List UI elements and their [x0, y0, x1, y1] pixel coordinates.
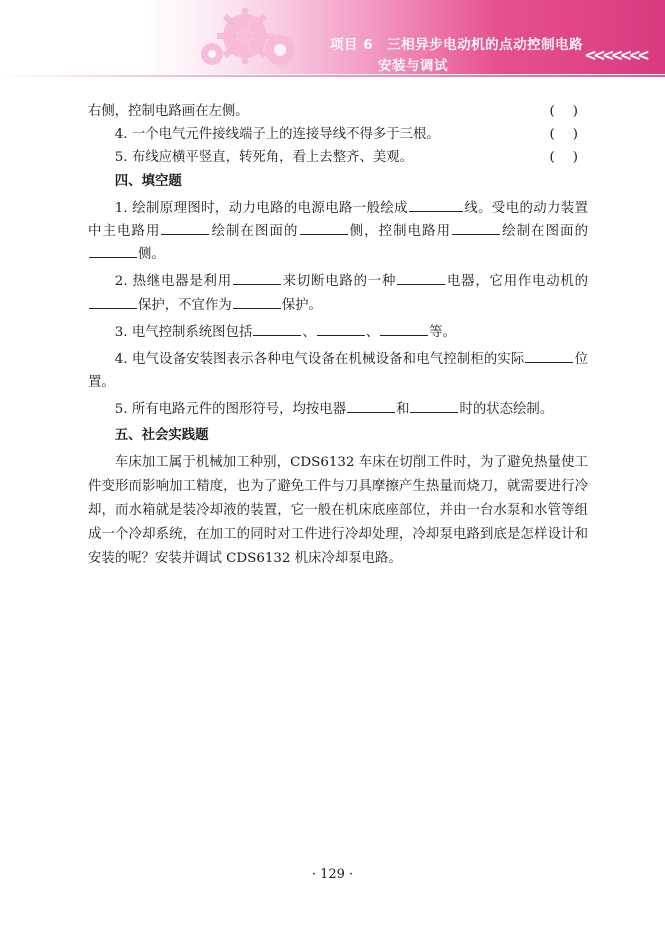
fill-item-2: 2. 热继电器是利用 来切断电路的一种 电器，它用作电动机的保护，不宜作为 保护。 — [88, 270, 588, 316]
section-heading-practice: 五、社会实践题 — [114, 427, 209, 443]
blank — [397, 270, 445, 285]
blank — [89, 294, 137, 309]
blank — [380, 321, 428, 336]
practice-paragraph: 车床加工属于机械加工种别，CDS6132 车床在切削工件时，为了避免热量使工件变形而影响加工精度，也为了避免工件与刀具摩擦产生热量而烧刀，就需要进行冷却，而水箱就是装冷却液的装置，它一般在机床底座部位，并由一台水泵和水管等组成一个冷却系统，在加工的同时对工件进行冷却处理，冷却泵电路到底是怎样设计和安装的呢？安装并调试 CDS6132 机床冷却泵电路。 — [88, 454, 588, 566]
true-false-item-5: 5. 布线应横平竖直，转死角，看上去整齐、美观。 ( ) — [88, 146, 588, 169]
blank — [233, 294, 281, 309]
blank — [452, 220, 500, 235]
header-title-line1: 项目 6 三相异步电动机的点动控制电路 — [330, 37, 584, 53]
section-heading-fill-in: 四、填空题 — [114, 173, 182, 189]
page-number: · 129 · — [311, 867, 354, 882]
blank — [233, 270, 281, 285]
blank — [410, 398, 458, 413]
blank — [409, 197, 463, 212]
blank — [317, 321, 365, 336]
fill-item-4: 4. 电气设备安装图表示各种电气设备在机械设备和电气控制柜的实际 位置。 — [88, 348, 588, 394]
blank — [347, 398, 395, 413]
blank — [253, 321, 301, 336]
header-divider — [0, 75, 665, 77]
answer-parentheses: ( ) — [549, 127, 578, 143]
page-header — [0, 0, 665, 78]
gears-decoration-icon — [150, 4, 350, 74]
page-content — [88, 100, 588, 571]
fill-item-5: 5. 所有电路元件的图形符号，均按电器 和 时的状态绘制。 — [88, 398, 588, 421]
answer-parentheses: ( ) — [549, 150, 578, 166]
fill-item-3: 3. 电气控制系统图包括 、 、 等。 — [88, 321, 588, 344]
true-false-item-3-end: 右侧，控制电路画在左侧。 ( ) — [88, 100, 588, 123]
header-title-line2: 安装与调试 — [378, 58, 448, 74]
chevron-left-icon: <<<<<<< — [585, 45, 647, 66]
blank — [525, 348, 573, 363]
true-false-item-4: 4. 一个电气元件接线端子上的连接导线不得多于三根。 ( ) — [88, 123, 588, 146]
fill-item-1: 1. 绘制原理图时，动力电路的电源电路一般绘成 线。受电的动力装置中主电路用 绘制在图面的 侧，控制电路用 绘制在图面的侧。 — [88, 197, 588, 267]
blank — [300, 220, 348, 235]
blank — [89, 243, 137, 258]
answer-parentheses: ( ) — [549, 104, 578, 119]
blank — [161, 220, 209, 235]
